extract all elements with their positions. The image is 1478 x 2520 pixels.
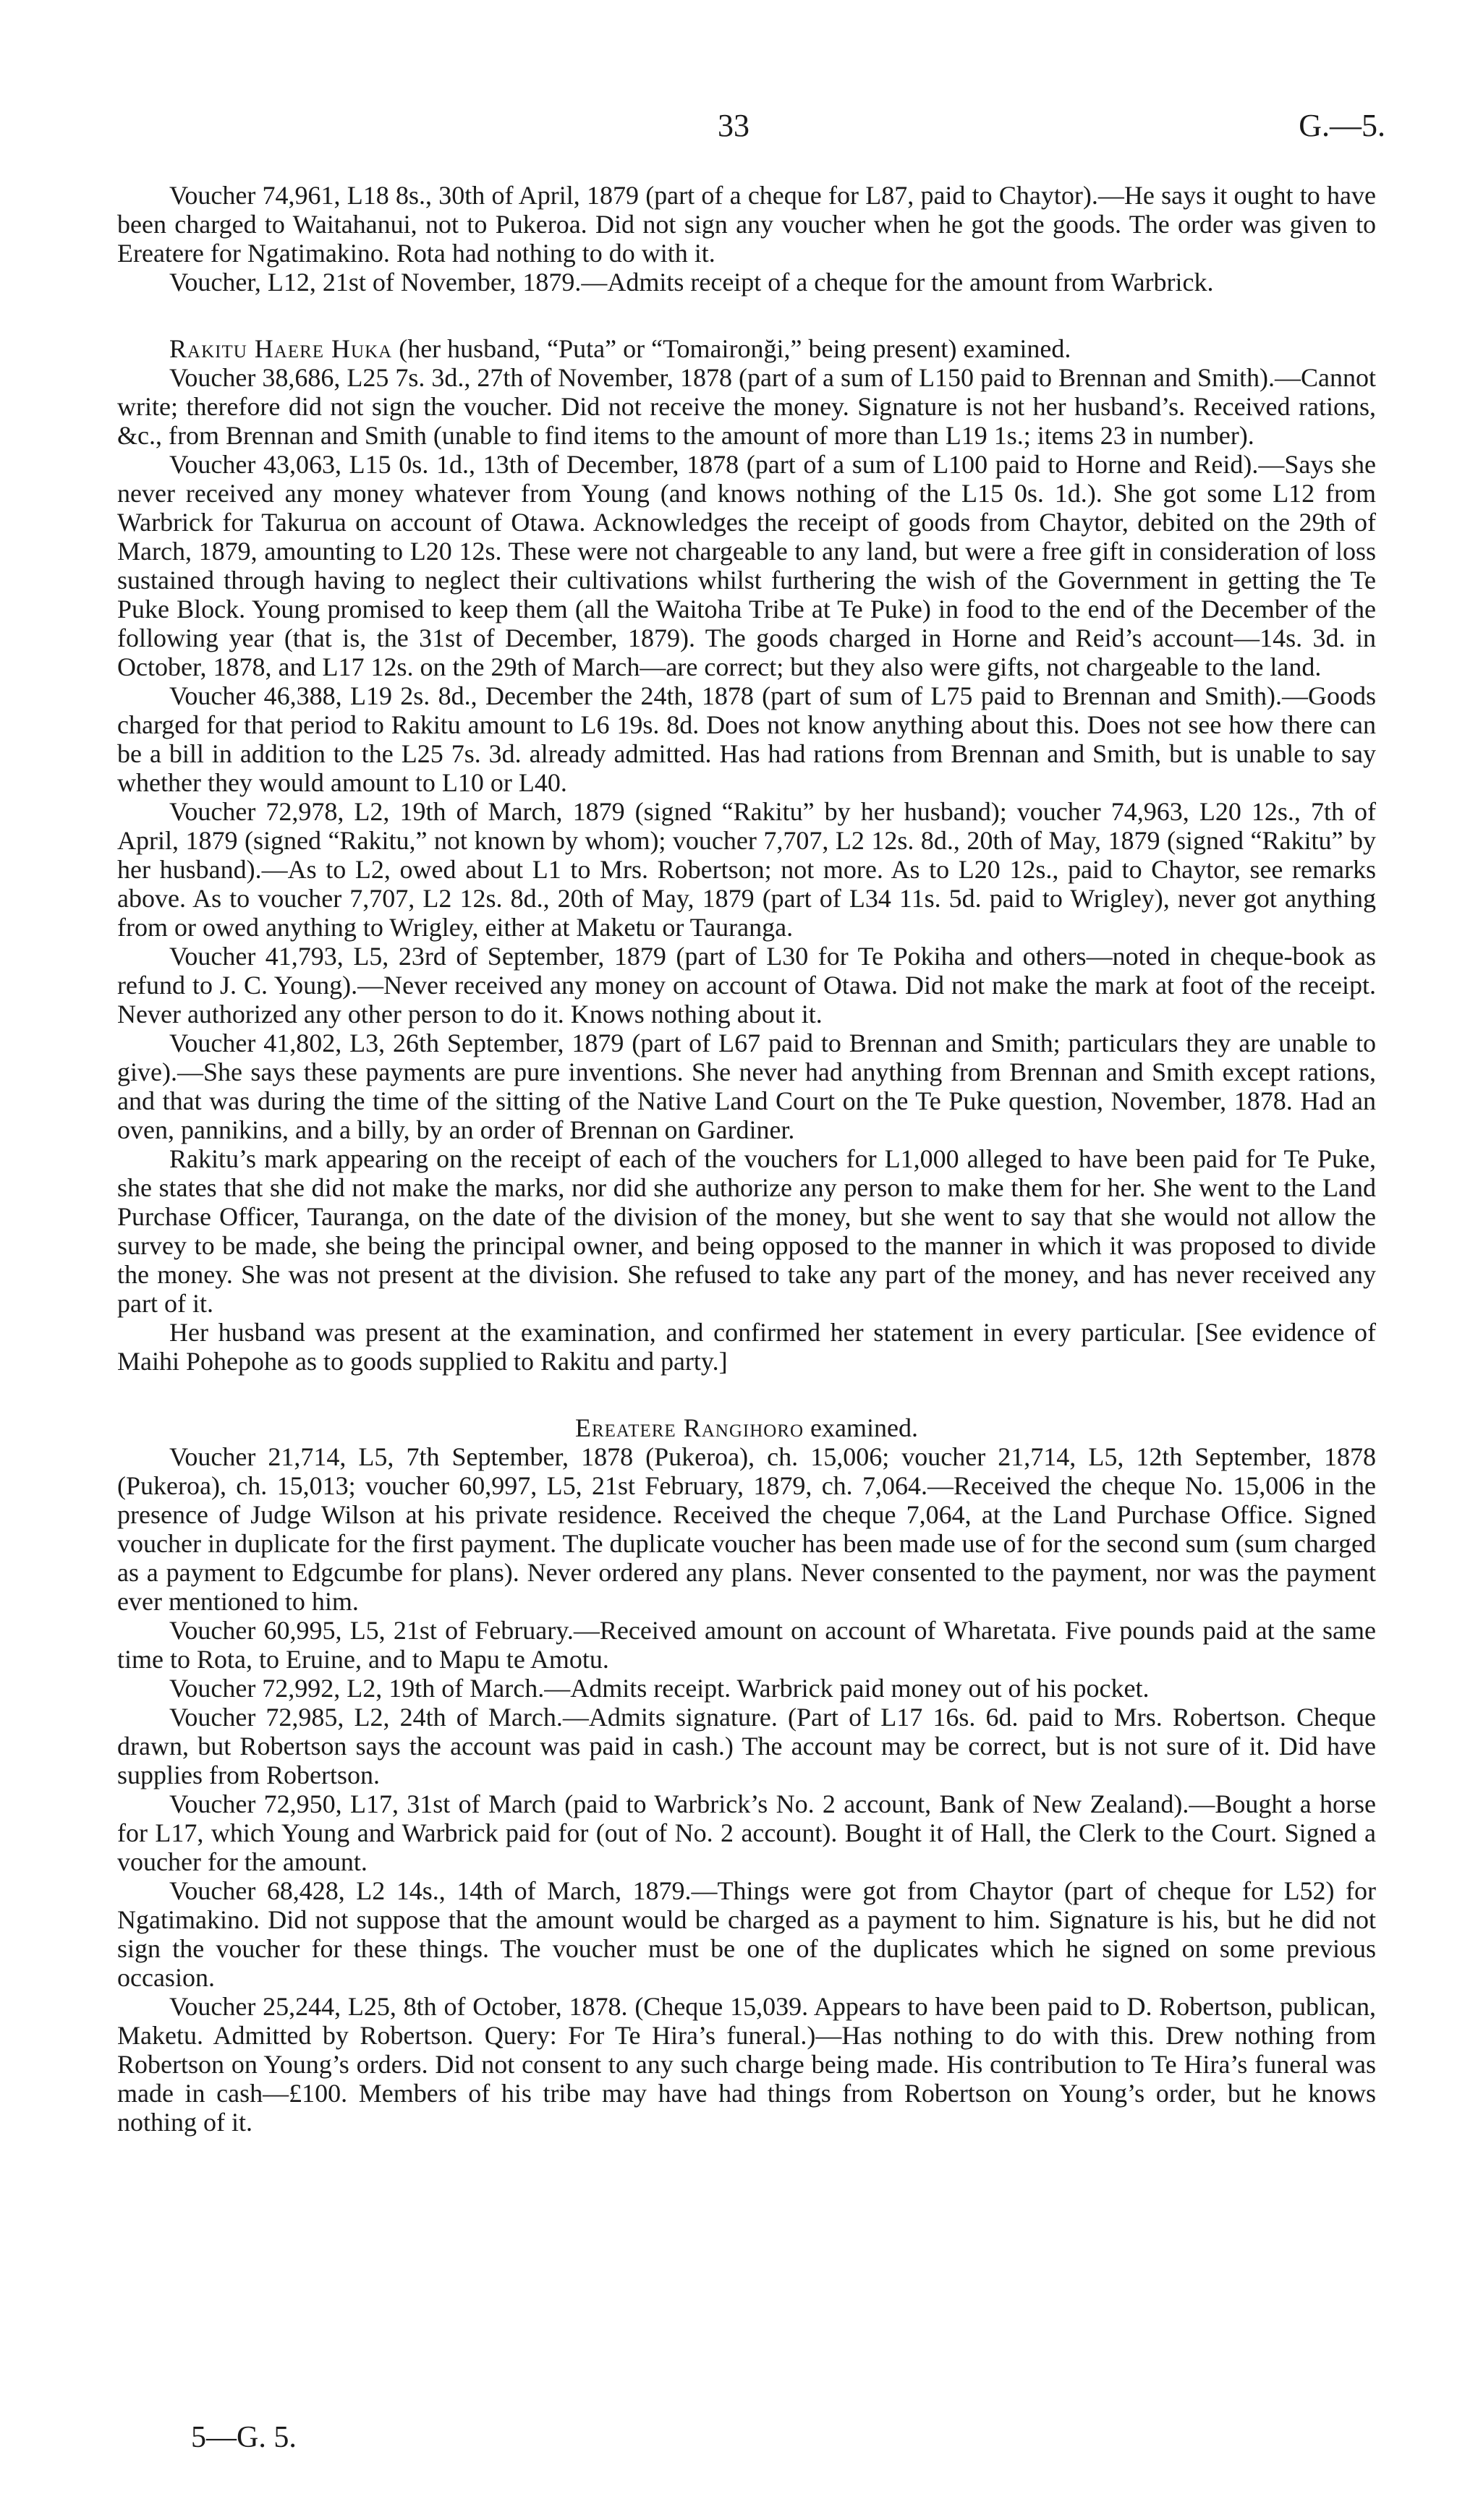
witness-name: Ereatere Rangihoro bbox=[575, 1413, 804, 1442]
paragraph: Voucher 46,388, L19 2s. 8d., December the 24th, 1878 (part of sum of L75 paid to Brennan and Smith).—Goods charged for that period to Rakitu amount to L6 19s. 8d. Does not know anything about this. Does not see how there can be a bill in addition to the L25 7s. 3d. already admitted. Has had rations from Brennan and Smith, but is unable to say whether they would amount to L10 or L40. bbox=[117, 681, 1376, 797]
paragraph: Her husband was present at the examination, and confirmed her statement in every particular. [See evidence of Maihi Pohepohe as to goods supplied to Rakitu and party.] bbox=[117, 1318, 1376, 1376]
paragraph: Voucher 38,686, L25 7s. 3d., 27th of November, 1878 (part of a sum of L150 paid to Brennan and Smith).—Cannot write; therefore did not sign the voucher. Did not receive the money. Signature is not her husband’s. Received rations, &c., from Brennan and Smith (unable to find items to the amount of more than L19 1s.; items 23 in number). bbox=[117, 363, 1376, 450]
document-reference: G.—5. bbox=[1299, 108, 1385, 143]
paragraph: Voucher 72,950, L17, 31st of March (paid to Warbrick’s No. 2 account, Bank of New Zealand).—Bought a horse for L17, which Young and Warbrick paid for (out of No. 2 account). Bought it of Hall, the Clerk to the Court. Signed a voucher for the amount. bbox=[117, 1789, 1376, 1876]
paragraph: Voucher 74,961, L18 8s., 30th of April, 1879 (part of a cheque for L87, paid to Chaytor).—He says it ought to have been charged to Waitahanui, not to Pukeroa. Did not sign any voucher when he got the goods. The order was given to Ereatere for Ngatimakino. Rota had nothing to do with it. bbox=[117, 181, 1376, 268]
paragraph: Voucher 60,995, L5, 21st of February.—Received amount on account of Wharetata. Five pounds paid at the same time to Rota, to Eruine, and to Mapu te Amotu. bbox=[117, 1616, 1376, 1674]
paragraph: Voucher 43,063, L15 0s. 1d., 13th of December, 1878 (part of a sum of L100 paid to Horne and Reid).—Says she never received any money whatever from Young (and knows nothing of the L15 0s. 1d.). She got some L12 from Warbrick for Takurua on account of Otawa. Acknowledges the receipt of goods from Chaytor, debited on the 29th of March, 1879, amounting to L20 12s. These were not chargeable to any land, but were a free gift in consideration of loss sustained through having to neglect their cultivations whilst furthering the wish of the Government in getting the Te Puke Block. Young promised to keep them (all the Waitoha Tribe at Te Puke) in food to the end of the December of the following year (that is, the 31st of December, 1879). The goods charged in Horne and Reid’s account—14s. 3d. in October, 1878, and L17 12s. on the 29th of March—are correct; but they also were gifts, not chargeable to the land. bbox=[117, 450, 1376, 681]
witness-heading bbox=[117, 334, 1376, 363]
paragraph: Voucher 21,714, L5, 7th September, 1878 (Pukeroa), ch. 15,006; voucher 21,714, L5, 12th September, 1878 (Pukeroa), ch. 15,013; voucher 60,997, L5, 21st February, 1879, ch. 7,064.—Received the cheque No. 15,006 in the presence of Judge Wilson at his private residence. Received the cheque 7,064, at the Land Purchase Office. Signed voucher in duplicate for the first payment. The duplicate voucher has been made use of for the second sum (sum charged as a payment to Edgcumbe for plans). Never ordered any plans. Never consented to the payment, nor was the payment ever mentioned to him. bbox=[117, 1442, 1376, 1616]
document-body bbox=[117, 181, 1376, 2137]
paragraph: Voucher 68,428, L2 14s., 14th of March, 1879.—Things were got from Chaytor (part of cheque for L52) for Ngatimakino. Did not suppose that the amount would be charged as a payment to him. Signature is his, but he did not sign the voucher for these things. The voucher must be one of the duplicates which he signed on some previous occasion. bbox=[117, 1876, 1376, 1992]
paragraph: Voucher 72,978, L2, 19th of March, 1879 (signed “Rakitu” by her husband); voucher 74,963, L20 12s., 7th of April, 1879 (signed “Rakitu,” not known by whom); voucher 7,707, L2 12s. 8d., 20th of May, 1879 (signed “Rakitu” by her husband).—As to L2, owed about L1 to Mrs. Robertson; not more. As to L20 12s., paid to Chaytor, see remarks above. As to voucher 7,707, L2 12s. 8d., 20th of May, 1879 (part of L34 11s. 5d. paid to Wrigley), never got anything from or owed anything to Wrigley, either at Maketu or Tauranga. bbox=[117, 797, 1376, 942]
signature-mark: 5—G. 5. bbox=[191, 2421, 297, 2454]
paragraph: Voucher 72,992, L2, 19th of March.—Admits receipt. Warbrick paid money out of his pocket. bbox=[169, 1674, 1150, 1703]
witness-heading-text: (her husband, “Puta” or “Tomaironği,” being present) examined. bbox=[392, 334, 1071, 363]
witness-heading-text: examined. bbox=[804, 1413, 918, 1442]
paragraph: Rakitu’s mark appearing on the receipt of each of the vouchers for L1,000 alleged to have been paid for Te Puke, she states that she did not make the marks, nor did she authorize any person to make them for her. She went to the Land Purchase Officer, Tauranga, on the date of the division of the money, but she went to say that she would not allow the survey to be made, she being the principal owner, and being opposed to the manner in which it was proposed to divide the money. She was not present at the division. She refused to take any part of the money, and has never received any part of it. bbox=[117, 1144, 1376, 1318]
page-header bbox=[0, 107, 1478, 150]
paragraph: Voucher 41,802, L3, 26th September, 1879 (part of L67 paid to Brennan and Smith; particulars they are unable to give).—She says these payments are pure inventions. She never had anything from Brennan and Smith except rations, and that was during the time of the sitting of the Native Land Court on the Te Puke question, November, 1878. Had an oven, pannikins, and a billy, by an order of Brennan on Gardiner. bbox=[117, 1029, 1376, 1144]
paragraph: Voucher, L12, 21st of November, 1879.—Admits receipt of a cheque for the amount from Warbrick. bbox=[169, 268, 1214, 297]
paragraph: Voucher 72,985, L2, 24th of March.—Admits signature. (Part of L17 16s. 6d. paid to Mrs. Robertson. Cheque drawn, but Robertson says the account was paid in cash.) The account may be correct, but is not sure of it. Did have supplies from Robertson. bbox=[117, 1703, 1376, 1789]
paragraph: Voucher 41,793, L5, 23rd of September, 1879 (part of L30 for Te Pokiha and others—noted in cheque-book as refund to J. C. Young).—Never received any money on account of Otawa. Did not make the mark at foot of the receipt. Never authorized any other person to do it. Knows nothing about it. bbox=[117, 942, 1376, 1029]
page-number: 33 bbox=[718, 108, 749, 143]
paragraph: Voucher 25,244, L25, 8th of October, 1878. (Cheque 15,039. Appears to have been paid to D. Robertson, publican, Maketu. Admitted by Robertson. Query: For Te Hira’s funeral.)—Has nothing to do with this. Drew nothing from Robertson on Young’s orders. Did not consent to any such charge being made. His contribution to Te Hira’s funeral was made in cash—£100. Members of his tribe may have had things from Robertson on Young’s order, but he knows nothing of it. bbox=[117, 1992, 1376, 2137]
witness-name: Rakitu Haere Huka bbox=[169, 334, 393, 363]
witness-heading bbox=[117, 1413, 1376, 1442]
